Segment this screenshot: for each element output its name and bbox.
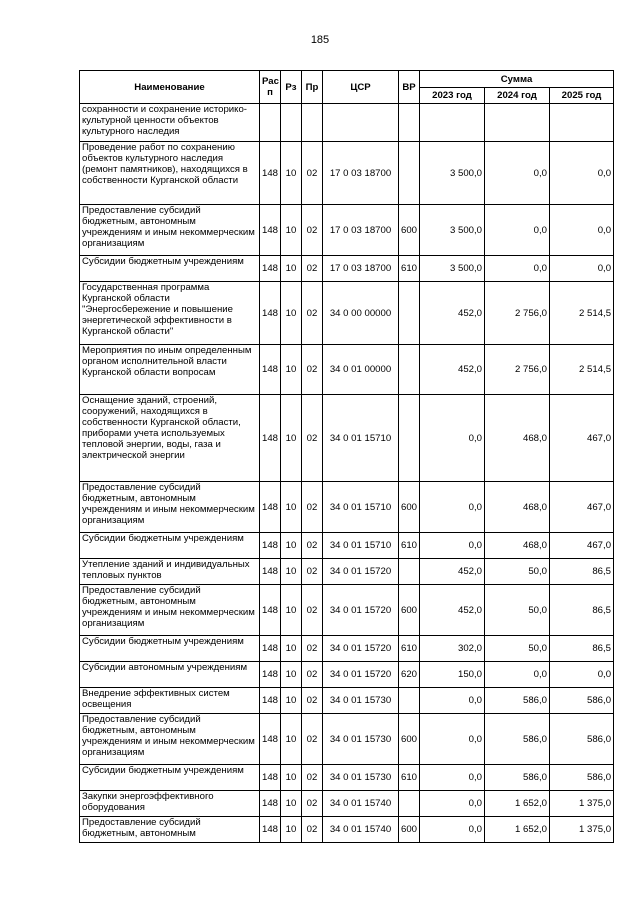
table-row [80, 559, 614, 585]
cell-rz: 10 [281, 482, 302, 533]
budget-table [79, 70, 614, 843]
header-year-2023: 2023 год [420, 88, 485, 104]
cell-pr: 02 [302, 636, 323, 662]
cell-csr: 34 0 01 15720 [323, 636, 399, 662]
cell-vr [399, 142, 420, 205]
cell-pr: 02 [302, 142, 323, 205]
cell-vr: 610 [399, 765, 420, 791]
cell-2023: 0,0 [420, 791, 485, 817]
cell-ras [260, 104, 281, 142]
cell-ras: 148 [260, 559, 281, 585]
cell-vr: 600 [399, 714, 420, 765]
cell-csr: 34 0 01 15720 [323, 559, 399, 585]
cell-rz: 10 [281, 345, 302, 395]
cell-2024: 586,0 [485, 714, 550, 765]
cell-ras: 148 [260, 205, 281, 256]
cell-rz: 10 [281, 256, 302, 282]
cell-pr: 02 [302, 688, 323, 714]
cell-2025: 467,0 [550, 482, 614, 533]
cell-2023: 3 500,0 [420, 256, 485, 282]
table-row [80, 791, 614, 817]
cell-ras: 148 [260, 395, 281, 482]
cell-2023: 452,0 [420, 559, 485, 585]
cell-name: Предоставление субсидий бюджетным, автономным учреждениям и иным некоммерческим организациям [80, 714, 260, 765]
header-ras: Рас п [260, 71, 281, 104]
cell-vr [399, 104, 420, 142]
cell-2024: 468,0 [485, 482, 550, 533]
header-pr: Пр [302, 71, 323, 104]
cell-pr: 02 [302, 765, 323, 791]
cell-2025: 2 514,5 [550, 282, 614, 345]
cell-csr: 17 0 03 18700 [323, 256, 399, 282]
cell-vr [399, 395, 420, 482]
table-body [80, 104, 614, 843]
cell-pr: 02 [302, 559, 323, 585]
cell-pr: 02 [302, 662, 323, 688]
cell-rz: 10 [281, 791, 302, 817]
cell-csr [323, 104, 399, 142]
cell-ras: 148 [260, 345, 281, 395]
cell-ras: 148 [260, 482, 281, 533]
cell-2023: 150,0 [420, 662, 485, 688]
cell-vr [399, 559, 420, 585]
cell-2024: 0,0 [485, 662, 550, 688]
cell-2024: 468,0 [485, 533, 550, 559]
cell-rz: 10 [281, 765, 302, 791]
cell-name: Проведение работ по сохранению объектов культурного наследия (ремонт памятников), находящихся в собственности Курганской области [80, 142, 260, 205]
cell-2023: 0,0 [420, 395, 485, 482]
cell-2025: 1 375,0 [550, 817, 614, 843]
cell-2023: 0,0 [420, 714, 485, 765]
cell-name: Мероприятия по иным определенным органом исполнительной власти Курганской области вопросам [80, 345, 260, 395]
cell-csr: 34 0 01 15710 [323, 533, 399, 559]
cell-2024: 0,0 [485, 256, 550, 282]
cell-2025: 86,5 [550, 559, 614, 585]
cell-2024 [485, 104, 550, 142]
cell-rz [281, 104, 302, 142]
cell-name: Субсидии бюджетным учреждениям [80, 636, 260, 662]
cell-vr [399, 791, 420, 817]
header-sum: Сумма [420, 71, 614, 88]
cell-vr: 600 [399, 817, 420, 843]
cell-vr: 620 [399, 662, 420, 688]
cell-2024: 2 756,0 [485, 282, 550, 345]
cell-ras: 148 [260, 662, 281, 688]
table-row [80, 714, 614, 765]
cell-csr: 34 0 01 00000 [323, 345, 399, 395]
cell-2024: 50,0 [485, 559, 550, 585]
cell-2025: 86,5 [550, 636, 614, 662]
cell-ras: 148 [260, 714, 281, 765]
cell-2024: 586,0 [485, 688, 550, 714]
cell-ras: 148 [260, 791, 281, 817]
cell-2024: 1 652,0 [485, 791, 550, 817]
table-row [80, 205, 614, 256]
cell-2025: 2 514,5 [550, 345, 614, 395]
cell-pr: 02 [302, 282, 323, 345]
cell-2023: 0,0 [420, 817, 485, 843]
cell-name: Субсидии бюджетным учреждениям [80, 256, 260, 282]
cell-vr [399, 282, 420, 345]
cell-name: Субсидии бюджетным учреждениям [80, 533, 260, 559]
cell-rz: 10 [281, 662, 302, 688]
cell-2023: 302,0 [420, 636, 485, 662]
cell-csr: 34 0 00 00000 [323, 282, 399, 345]
cell-csr: 34 0 01 15720 [323, 662, 399, 688]
cell-ras: 148 [260, 256, 281, 282]
table-row [80, 636, 614, 662]
cell-vr [399, 688, 420, 714]
cell-pr: 02 [302, 817, 323, 843]
cell-rz: 10 [281, 395, 302, 482]
cell-2025: 0,0 [550, 205, 614, 256]
table-row [80, 765, 614, 791]
page-number: 185 [310, 34, 330, 46]
cell-csr: 34 0 01 15740 [323, 791, 399, 817]
cell-rz: 10 [281, 636, 302, 662]
cell-2025: 467,0 [550, 533, 614, 559]
cell-ras: 148 [260, 585, 281, 636]
cell-rz: 10 [281, 714, 302, 765]
cell-name: Внедрение эффективных систем освещения [80, 688, 260, 714]
cell-rz: 10 [281, 817, 302, 843]
cell-rz: 10 [281, 688, 302, 714]
cell-rz: 10 [281, 205, 302, 256]
cell-name: Оснащение зданий, строений, сооружений, находящихся в собственности Курганской области, приборами учета используемых тепловой энергии, воды, газа и электрической энергии [80, 395, 260, 482]
header-year-2024: 2024 год [485, 88, 550, 104]
cell-2023: 3 500,0 [420, 205, 485, 256]
cell-csr: 34 0 01 15740 [323, 817, 399, 843]
header-rz: Рз [281, 71, 302, 104]
cell-2025: 1 375,0 [550, 791, 614, 817]
table-row [80, 142, 614, 205]
cell-ras: 148 [260, 817, 281, 843]
cell-vr: 610 [399, 533, 420, 559]
cell-2025: 0,0 [550, 142, 614, 205]
table-row [80, 345, 614, 395]
cell-vr: 600 [399, 205, 420, 256]
cell-csr: 34 0 01 15730 [323, 714, 399, 765]
cell-csr: 17 0 03 18700 [323, 205, 399, 256]
cell-vr: 600 [399, 482, 420, 533]
cell-csr: 34 0 01 15720 [323, 585, 399, 636]
cell-2023: 452,0 [420, 585, 485, 636]
cell-rz: 10 [281, 533, 302, 559]
cell-2023: 0,0 [420, 482, 485, 533]
header-csr: ЦСР [323, 71, 399, 104]
table-row [80, 482, 614, 533]
header-year-2025: 2025 год [550, 88, 614, 104]
cell-vr: 610 [399, 636, 420, 662]
cell-rz: 10 [281, 282, 302, 345]
cell-2025: 586,0 [550, 765, 614, 791]
cell-csr: 34 0 01 15710 [323, 395, 399, 482]
cell-ras: 148 [260, 765, 281, 791]
header-vr: ВР [399, 71, 420, 104]
table-row [80, 104, 614, 142]
cell-name: Государственная программа Курганской области "Энергосбережение и повышение энергетической эффективности в Курганской области" [80, 282, 260, 345]
table-row [80, 395, 614, 482]
cell-2025 [550, 104, 614, 142]
cell-pr [302, 104, 323, 142]
cell-name: Предоставление субсидий бюджетным, автономным учреждениям и иным некоммерческим организациям [80, 585, 260, 636]
cell-pr: 02 [302, 345, 323, 395]
cell-vr [399, 345, 420, 395]
cell-2025: 86,5 [550, 585, 614, 636]
cell-2023: 0,0 [420, 688, 485, 714]
cell-2024: 586,0 [485, 765, 550, 791]
table-row [80, 256, 614, 282]
cell-ras: 148 [260, 282, 281, 345]
cell-csr: 34 0 01 15710 [323, 482, 399, 533]
cell-2025: 467,0 [550, 395, 614, 482]
cell-name: Предоставление субсидий бюджетным, автономным [80, 817, 260, 843]
cell-ras: 148 [260, 688, 281, 714]
cell-2023: 0,0 [420, 533, 485, 559]
cell-2025: 0,0 [550, 662, 614, 688]
cell-name: Субсидии автономным учреждениям [80, 662, 260, 688]
table-row [80, 688, 614, 714]
cell-2025: 0,0 [550, 256, 614, 282]
cell-rz: 10 [281, 585, 302, 636]
cell-2025: 586,0 [550, 714, 614, 765]
cell-2024: 50,0 [485, 585, 550, 636]
cell-rz: 10 [281, 142, 302, 205]
cell-2023: 0,0 [420, 765, 485, 791]
cell-pr: 02 [302, 791, 323, 817]
table-row [80, 585, 614, 636]
cell-2023: 452,0 [420, 282, 485, 345]
cell-name: Субсидии бюджетным учреждениям [80, 765, 260, 791]
cell-pr: 02 [302, 714, 323, 765]
cell-pr: 02 [302, 482, 323, 533]
cell-2023: 3 500,0 [420, 142, 485, 205]
cell-2024: 50,0 [485, 636, 550, 662]
cell-2023: 452,0 [420, 345, 485, 395]
table-row [80, 533, 614, 559]
header-name: Наименование [80, 71, 260, 104]
table-row [80, 662, 614, 688]
cell-2025: 586,0 [550, 688, 614, 714]
cell-2023 [420, 104, 485, 142]
cell-2024: 1 652,0 [485, 817, 550, 843]
cell-2024: 0,0 [485, 205, 550, 256]
cell-pr: 02 [302, 585, 323, 636]
cell-2024: 2 756,0 [485, 345, 550, 395]
cell-vr: 610 [399, 256, 420, 282]
cell-csr: 34 0 01 15730 [323, 765, 399, 791]
table-row [80, 282, 614, 345]
cell-rz: 10 [281, 559, 302, 585]
cell-2024: 0,0 [485, 142, 550, 205]
cell-ras: 148 [260, 533, 281, 559]
cell-ras: 148 [260, 636, 281, 662]
cell-pr: 02 [302, 256, 323, 282]
cell-csr: 34 0 01 15730 [323, 688, 399, 714]
table-row [80, 817, 614, 843]
cell-name: Утепление зданий и индивидуальных тепловых пунктов [80, 559, 260, 585]
cell-csr: 17 0 03 18700 [323, 142, 399, 205]
cell-pr: 02 [302, 533, 323, 559]
cell-2024: 468,0 [485, 395, 550, 482]
cell-name: Закупки энергоэффективного оборудования [80, 791, 260, 817]
cell-pr: 02 [302, 205, 323, 256]
cell-ras: 148 [260, 142, 281, 205]
cell-name: Предоставление субсидий бюджетным, автономным учреждениям и иным некоммерческим организациям [80, 482, 260, 533]
cell-name: Предоставление субсидий бюджетным, автономным учреждениям и иным некоммерческим организациям [80, 205, 260, 256]
cell-pr: 02 [302, 395, 323, 482]
cell-vr: 600 [399, 585, 420, 636]
cell-name: сохранности и сохранение историко-культурной ценности объектов культурного наследия [80, 104, 260, 142]
